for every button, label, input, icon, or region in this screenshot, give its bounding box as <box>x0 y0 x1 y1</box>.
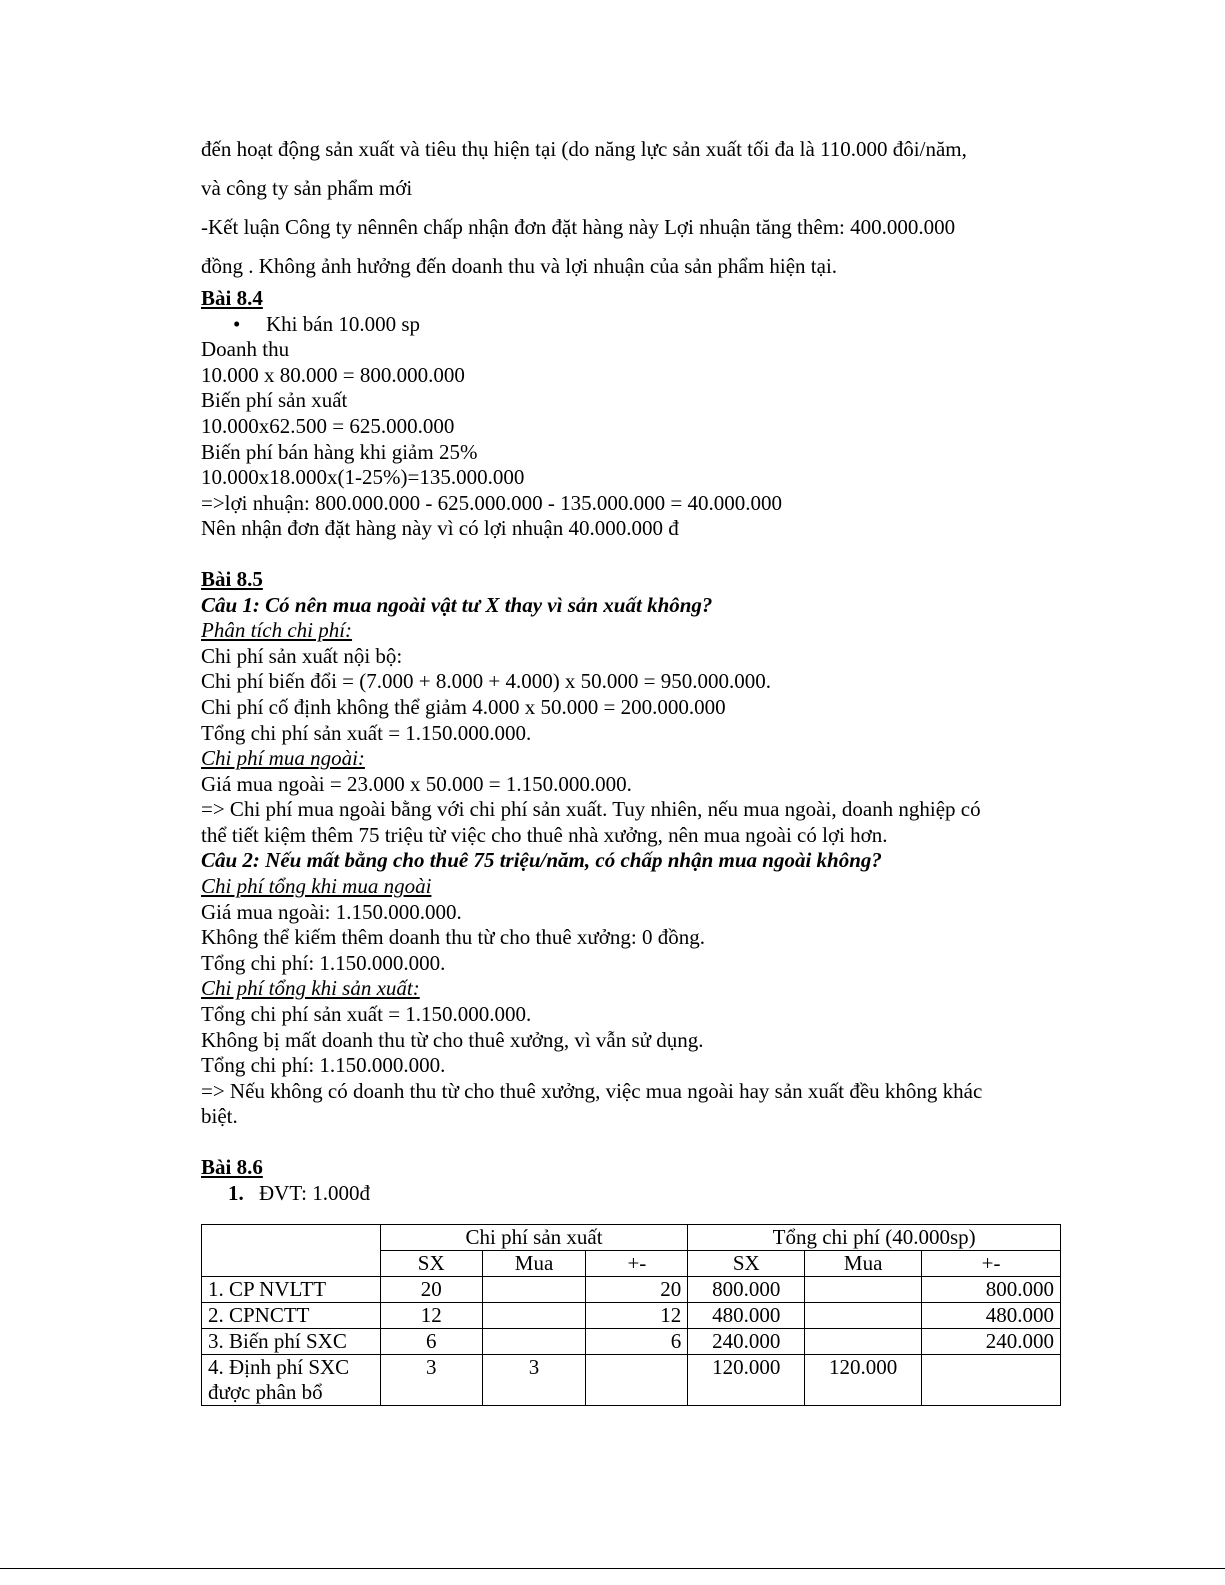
table-row-label: 1. CP NVLTT <box>202 1277 381 1303</box>
item-text: ĐVT: 1.000đ <box>259 1180 370 1205</box>
table-cell: 3 <box>482 1355 586 1406</box>
document-page <box>201 130 1061 1406</box>
intro-line-4: đồng . Không ảnh hưởng đến doanh thu và lợi nhuận của sản phẩm hiện tại. <box>201 254 838 278</box>
table-cell: 240.000 <box>688 1329 805 1355</box>
bai-8-5-line: Giá mua ngoài: 1.150.000.000. <box>201 899 462 924</box>
bai-8-5-line: Không bị mất doanh thu từ cho thuê xưởng, vì vẫn sử dụng. <box>201 1027 704 1052</box>
bai-8-4-line: Biến phí bán hàng khi giảm 25% <box>201 439 478 464</box>
spacer <box>201 542 1061 567</box>
bai-8-5-line: Chi phí cố định không thể giảm 4.000 x 50.000 = 200.000.000 <box>201 694 726 719</box>
bai-8-4-line: 10.000 x 80.000 = 800.000.000 <box>201 362 465 387</box>
bai-8-5-line: Chi phí sản xuất nội bộ: <box>201 643 403 668</box>
bai-8-4-line: Doanh thu <box>201 337 290 362</box>
table-cell <box>482 1303 586 1329</box>
bai-8-5-line: Tổng chi phí sản xuất = 1.150.000.000. <box>201 720 532 745</box>
table-cell: 12 <box>586 1303 688 1329</box>
table-row-label: 2. CPNCTT <box>202 1303 381 1329</box>
table-row <box>202 1355 1061 1406</box>
table-cell: 480.000 <box>922 1303 1061 1329</box>
bai-8-5-line: => Nếu không có doanh thu từ cho thuê xưởng, việc mua ngoài hay sản xuất đều không khác <box>201 1078 983 1103</box>
bai-8-4-line: 10.000x18.000x(1-25%)=135.000.000 <box>201 465 525 490</box>
table-cell <box>922 1355 1061 1406</box>
table-cell: 6 <box>586 1329 688 1355</box>
numbered-item <box>201 1181 1061 1207</box>
table-row-label: 3. Biến phí SXC <box>202 1329 381 1355</box>
table-cell: 800.000 <box>922 1277 1061 1303</box>
table-cell <box>805 1277 922 1303</box>
table-cell <box>482 1277 586 1303</box>
intro-line-2: và công ty sản phẩm mới <box>201 176 413 200</box>
table-subheader: Mua <box>805 1251 922 1277</box>
cost-table <box>201 1224 1061 1406</box>
table-cell: 6 <box>380 1329 482 1355</box>
bai-8-5-line: Giá mua ngoài = 23.000 x 50.000 = 1.150.000.000. <box>201 771 632 796</box>
bullet-text: Khi bán 10.000 sp <box>266 311 420 336</box>
item-number: 1. <box>228 1180 244 1205</box>
table-cell: 800.000 <box>688 1277 805 1303</box>
table-cell <box>482 1329 586 1355</box>
bai-8-4-line: 10.000x62.500 = 625.000.000 <box>201 413 455 438</box>
table-cell: 3 <box>380 1355 482 1406</box>
table-subheader: +- <box>922 1251 1061 1277</box>
bai-8-5-line: Tổng chi phí sản xuất = 1.150.000.000. <box>201 1002 532 1027</box>
intro-line-1: đến hoạt động sản xuất và tiêu thụ hiện tại (do năng lực sản xuất tối đa là 110.000 đôi/năm, <box>201 137 967 161</box>
bai-8-5-line: Tổng chi phí: 1.150.000.000. <box>201 1053 446 1078</box>
table-row-label: 4. Định phí SXC được phân bổ <box>202 1355 381 1406</box>
spacer <box>201 1130 1061 1155</box>
table-row <box>202 1329 1061 1355</box>
bai-8-5-line: thể tiết kiệm thêm 75 triệu từ việc cho thuê nhà xưởng, nên mua ngoài có lợi hơn. <box>201 822 888 847</box>
bai-8-4-heading: Bài 8.4 <box>201 286 263 310</box>
bullet-icon: • <box>233 311 241 336</box>
table-cell: 480.000 <box>688 1303 805 1329</box>
subheading-purchase-cost: Chi phí mua ngoài: <box>201 746 365 771</box>
bai-8-4-line: Nên nhận đơn đặt hàng này vì có lợi nhuận 40.000.000 đ <box>201 516 679 541</box>
subheading-cost-analysis: Phân tích chi phí: <box>201 618 353 643</box>
bai-8-5-line: Chi phí biến đổi = (7.000 + 8.000 + 4.000) x 50.000 = 950.000.000. <box>201 669 772 694</box>
table-subheader: SX <box>380 1251 482 1277</box>
table-cell: 12 <box>380 1303 482 1329</box>
bai-8-4-bullet <box>201 312 1061 338</box>
bai-8-4-line: Biến phí sản xuất <box>201 388 348 413</box>
bai-8-5-line: Không thể kiếm thêm doanh thu từ cho thuê xưởng: 0 đồng. <box>201 925 705 950</box>
table-cell <box>805 1303 922 1329</box>
table-cell: 20 <box>586 1277 688 1303</box>
bai-8-5-line: => Chi phí mua ngoài bằng với chi phí sản xuất. Tuy nhiên, nếu mua ngoài, doanh nghiệp có <box>201 797 981 822</box>
subheading-total-produce: Chi phí tổng khi sản xuất: <box>201 976 420 1001</box>
table-cell <box>586 1355 688 1406</box>
table-subheader: SX <box>688 1251 805 1277</box>
bai-8-5-line: Tổng chi phí: 1.150.000.000. <box>201 950 446 975</box>
subheading-total-buy: Chi phí tổng khi mua ngoài <box>201 874 432 899</box>
table-cell: 240.000 <box>922 1329 1061 1355</box>
table-subheader: Mua <box>482 1251 586 1277</box>
page-bottom-rule <box>0 1568 1225 1569</box>
table-cell: 20 <box>380 1277 482 1303</box>
question-2: Câu 2: Nếu mất bằng cho thuê 75 triệu/năm, có chấp nhận mua ngoài không? <box>201 848 882 873</box>
table-subheader: +- <box>586 1251 688 1277</box>
question-1: Câu 1: Có nên mua ngoài vật tư X thay vì sản xuất không? <box>201 592 713 617</box>
bai-8-6-heading: Bài 8.6 <box>201 1155 263 1179</box>
table-header-row <box>202 1225 1061 1251</box>
table-group-header: Tổng chi phí (40.000sp) <box>688 1225 1061 1251</box>
table-cell: 120.000 <box>688 1355 805 1406</box>
intro-line-3: -Kết luận Công ty nênnên chấp nhận đơn đặt hàng này Lợi nhuận tăng thêm: 400.000.000 <box>201 215 956 239</box>
bai-8-5-line: biệt. <box>201 1104 238 1129</box>
bai-8-5-heading: Bài 8.5 <box>201 566 263 591</box>
table-group-header: Chi phí sản xuất <box>380 1225 688 1251</box>
table-corner-cell <box>202 1225 381 1277</box>
table-row <box>202 1303 1061 1329</box>
table-cell <box>805 1329 922 1355</box>
table-cell: 120.000 <box>805 1355 922 1406</box>
bai-8-4-line: =>lợi nhuận: 800.000.000 - 625.000.000 - 135.000.000 = 40.000.000 <box>201 490 782 515</box>
table-row <box>202 1277 1061 1303</box>
